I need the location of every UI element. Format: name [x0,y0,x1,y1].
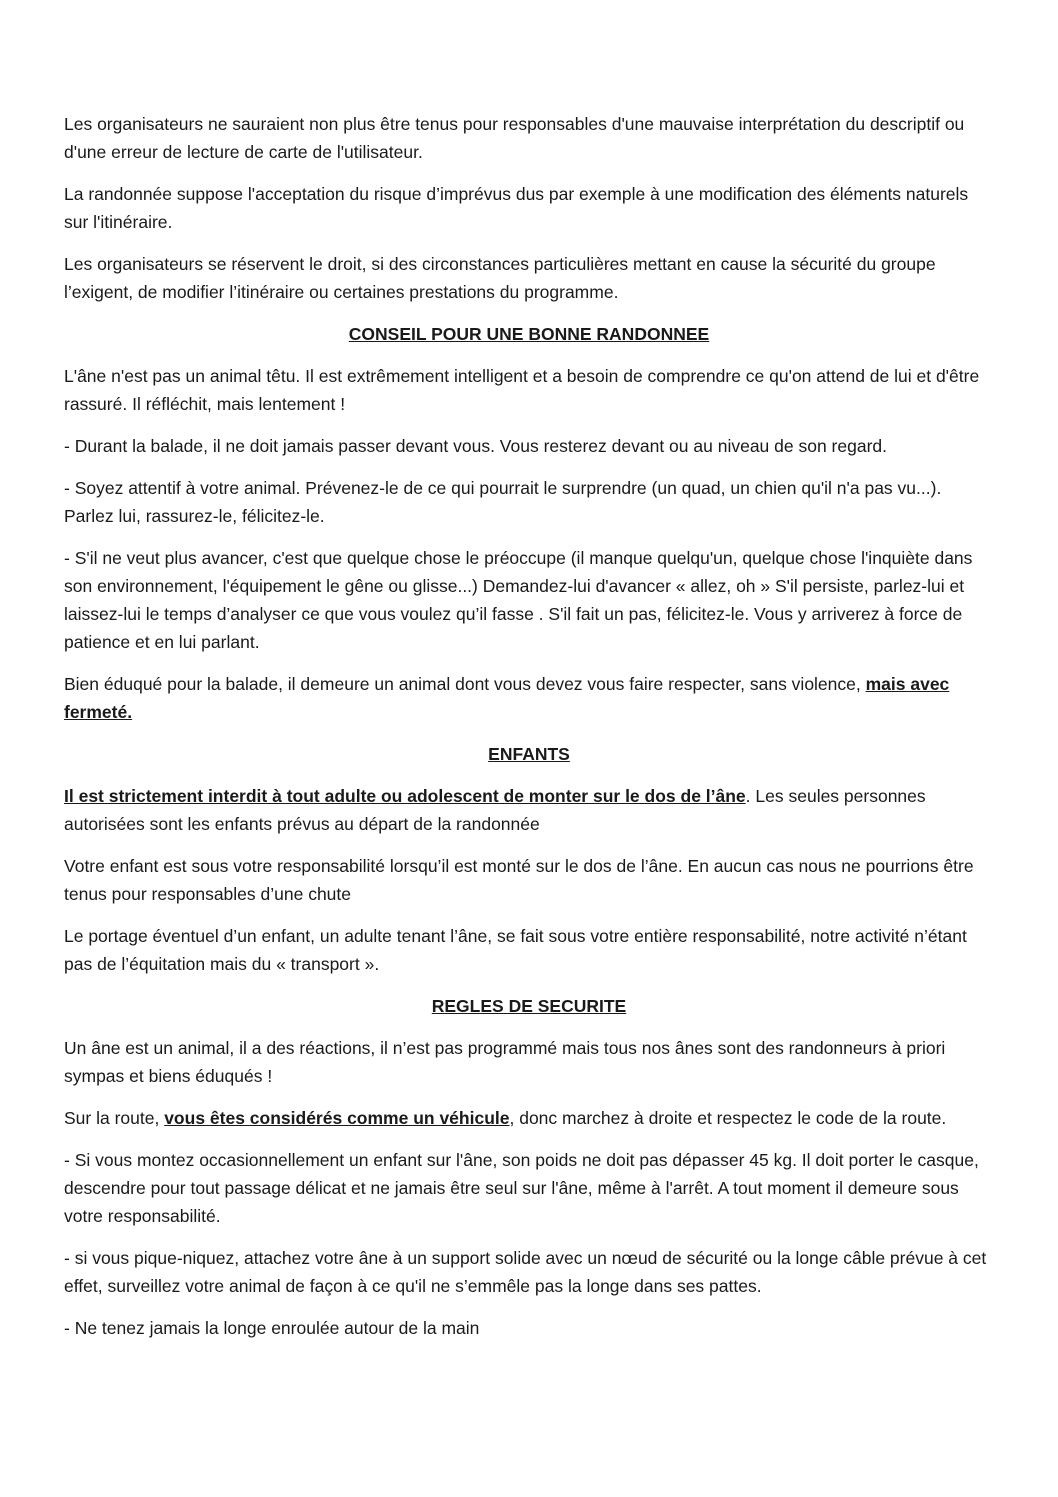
securite-route-after: , donc marchez à droite et respectez le code de la route. [509,1108,947,1128]
conseil-paragraph-balade: - Durant la balade, il ne doit jamais passer devant vous. Vous resterez devant ou au niveau de son regard. [64,436,887,456]
conseil-paragraph-eduque [64,670,994,726]
securite-route-before: Sur la route, [64,1108,165,1128]
enfants-paragraph-interdit [64,782,994,838]
heading-enfants: ENFANTS [488,744,570,764]
enfants-emphasis: Il est strictement interdit à tout adulte ou adolescent de monter sur le dos de l’âne [64,786,746,806]
securite-paragraph-animal: Un âne est un animal, il a des réactions, il n’est pas programmé mais tous nos ânes sont des randonneurs à priori sympas et biens éduqués ! [64,1038,946,1086]
enfants-paragraph-responsabilite: Votre enfant est sous votre responsabilité lorsqu’il est monté sur le dos de l’âne. En aucun cas nous ne pourrions être tenus pour responsables d’une chute [64,856,974,904]
securite-paragraph-longe: - Ne tenez jamais la longe enroulée autour de la main [64,1318,480,1338]
enfants-text: . Les seules personnes autorisées sont les enfants prévus au départ de la randonnée [64,786,926,834]
enfants-paragraph-portage: Le portage éventuel d’un enfant, un adulte tenant l’âne, se fait sous votre entière responsabilité, notre activité n’étant pas de l’équitation mais du « transport ». [64,926,967,974]
intro-paragraph-imprevus: La randonnée suppose l'acceptation du risque d’imprévus dus par exemple à une modification des éléments naturels sur l'itinéraire. [64,184,969,232]
conseil-text: Bien éduqué pour la balade, il demeure un animal dont vous devez vous faire respecter, sans violence, [64,674,866,694]
heading-conseil: CONSEIL POUR UNE BONNE RANDONNEE [348,324,710,344]
heading-securite: REGLES DE SECURITE [431,996,627,1016]
intro-paragraph-droit: Les organisateurs se réservent le droit, si des circonstances particulières mettant en cause la sécurité du groupe l’exigent, de modifier l’itinéraire ou certaines prestations du programme. [64,254,936,302]
conseil-paragraph-avancer: - S'il ne veut plus avancer, c'est que quelque chose le préoccupe (il manque quelqu'un, quelque chose l'inquiète dans son environnement, l'équipement le gêne ou glisse...) Demandez-lui d'avancer « allez, oh » S'il persiste, parlez-lui et laissez-lui le temps d’analyser ce que vous voulez qu’il fasse . S'il fait un pas, félicitez-le. Vous y arriverez à force de patience et en lui parlant. [64,548,973,652]
securite-paragraph-enfant: - Si vous montez occasionnellement un enfant sur l'âne, son poids ne doit pas dépasser 45 kg. Il doit porter le casque, descendre pour tout passage délicat et ne jamais être seul sur l'âne, même à l'arrêt. A tout moment il demeure sous votre responsabilité. [64,1150,979,1226]
securite-route-emphasis: vous êtes considérés comme un véhicule [164,1108,510,1128]
intro-paragraph-responsabilite: Les organisateurs ne sauraient non plus être tenus pour responsables d'une mauvaise interprétation du descriptif ou d'une erreur de lecture de carte de l'utilisateur. [64,114,965,162]
conseil-paragraph-attentif: - Soyez attentif à votre animal. Prévenez-le de ce qui pourrait le surprendre (un quad, un chien qu'il n'a pas vu...). Parlez lui, rassurez-le, félicitez-le. [64,478,942,526]
document-body [64,110,994,1356]
securite-paragraph-route [64,1104,994,1132]
securite-paragraph-pique-nique: - si vous pique-niquez, attachez votre âne à un support solide avec un nœud de sécurité ou la longe câble prévue à cet effet, surveillez votre animal de façon à ce qu'il ne s’emmêle pas la longe dans ses pattes. [64,1248,987,1296]
conseil-emphasis: mais avec fermeté. [64,674,950,722]
conseil-paragraph-ane: L'âne n'est pas un animal têtu. Il est extrêmement intelligent et a besoin de comprendre ce qu'on attend de lui et d'être rassuré. Il réfléchit, mais lentement ! [64,366,980,414]
